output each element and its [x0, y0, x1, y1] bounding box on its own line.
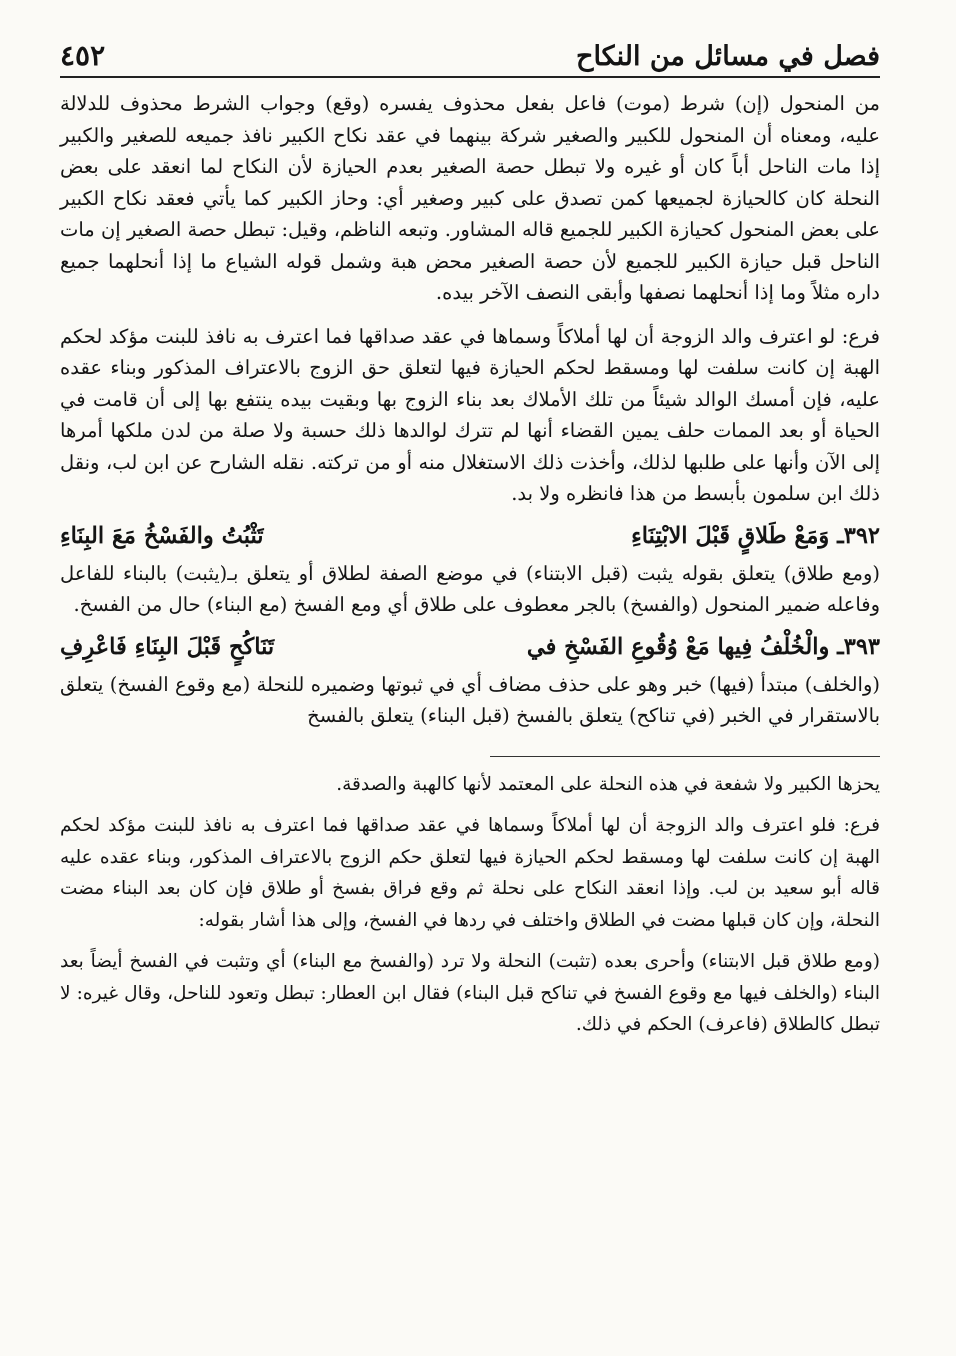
verse-392: [60, 518, 880, 554]
footnote-line: يحزها الكبير ولا شفعة في هذه النحلة على المعتمد لأنها كالهبة والصدقة.: [336, 773, 880, 795]
commentary-paragraph: من المنحول (إن) شرط (موت) فاعل بفعل محذوف يفسره (وقع) وجواب الشرط محذوف للدلالة عليه، ومعناه أن المنحول للكبير والصغير شركة بينهما في عقد نكاح الكبير نافذ جميعه للصغير والكبير إذا مات الناحل أباً كان أو غيره ولا تبطل حصة الصغير بعدم الحيازة لأن النكاح لما انعقد على بعض النحلة كان كالحيازة لجميعها كمن تصدق على كبير وصغير أي: وحاز الكبير كما يأتي فعقد نكاح الكبير على بعض المنحول كحيازة الكبير للجميع قاله المشاور. وتبعه الناظم، وقيل: تبطل حصة الصغير إن مات الناحل قبل حيازة الكبير للجميع لأن حصة الصغير محض هبة وشمل قوله الشياع ما إذا أنحلهما جميع داره مثلاً وما إذا أنحلهما نصفها وأبقى النصف الآخر بيده.: [60, 92, 880, 304]
verse-393: [60, 629, 880, 665]
chapter-title: فصل في مسائل من النكاح: [576, 41, 880, 72]
verse-first-hemistich: ٣٩٢ـ وَمَعْ طَلاقٍ قَبْلَ الابْتِنَاءِ: [631, 522, 880, 549]
verse-commentary: (ومع طلاق) يتعلق بقوله يثبت (قبل الابتناء) في موضع الصفة لطلاق أو يتعلق بـ(يثبت) بالبناء للفاعل وفاعله ضمير المنحول (والفسخ) بالجر معطوف على طلاق أي ومع الفسخ (مع البناء) حال من الفسخ.: [60, 561, 880, 616]
footnote-divider: [490, 756, 880, 757]
footnote-paragraph: (ومع طلاق قبل الابتناء) وأحرى بعده (تثبت) النحلة ولا ترد (والفسخ مع البناء) أي وتثبت في الفسخ أيضاً بعد البناء (والخلف فيها مع وقوع الفسخ في تناكح قبل البناء) فقال ابن العطار: تبطل وتعود للناحل، وقال غيره: لا تبطل كالطلاق (فاعرف) الحكم في ذلك.: [60, 951, 880, 1035]
main-text: [60, 88, 880, 309]
verse-second-hemistich: تَنَاكُحٍ قَبْلَ البِنَاءِ فَاعْرِفِ: [60, 633, 275, 660]
footnotes: [60, 769, 880, 1041]
page-number: ٤٥٢: [60, 39, 106, 72]
footnote-paragraph: فرع: فلو اعترف والد الزوجة أن لها أملاكاً وسماها في عقد صداقها فما اعترف به نافذ للبنت مؤكد لحكم الهبة إن كانت سلفت لها ومسقط لحكم الحيازة فيها لتعلق حكم الزوج بالاعتراف المذكور، وبناء عقده عليه قاله أبو سعيد بن لب. وإذا انعقد النكاح على نحلة ثم وقع فراق بفسخ أو طلاق فإن كان بعد البناء مضت النحلة، وإن كان قبلها مضت في الطلاق واختلف في ردها في الفسخ، وإلى هذا أشار بقوله:: [60, 815, 880, 931]
verse-second-hemistich: تَثْبُتُ والفَسْخُ مَعَ البِنَاءِ: [60, 522, 264, 549]
branch-note: [60, 321, 880, 510]
verse-commentary: (والخلف) مبتدأ (فيها) خبر وهو على حذف مضاف أي في ثبوتها وضميره للنحلة (مع وقوع الفسخ) يتعلق بالاستقرار في الخبر (في تناكح) يتعلق بالفسخ (قبل البناء) يتعلق بالفسخ: [60, 672, 880, 727]
commentary-paragraph: فرع: لو اعترف والد الزوجة أن لها أملاكاً وسماها في عقد صداقها فما اعترف به نافذ للبنت مؤكد لحكم الهبة إن كانت سلفت لها ومسقط لحكم الحيازة فيها لتعلق حق الزوج بالاعتراف المذكور وبناء عقده عليه، فإن أمسك الوالد شيئاً من تلك الأملاك بعد بناء الزوج بها وبقيت بيده ينتفع بها إلى أن قامت في الحياة أو بعد الممات حلف يمين القضاء أنها لم تترك لوالدها ذلك حسبة ولا صلة من لدن ملكها أمرها إلى الآن وأنها على طلبها لذلك، وأخذت ذلك الاستغلال منه أو من تركته. نقله الشارح عن ابن لب، ونقل ذلك ابن سلمون بأبسط من هذا فانظره ولا بد.: [60, 324, 880, 505]
book-page: [60, 14, 880, 1041]
page-header: [60, 14, 880, 78]
verse-first-hemistich: ٣٩٣ـ والْخُلْفُ فِيها مَعْ وُقُوعِ الفَسْخِ في: [526, 633, 880, 660]
